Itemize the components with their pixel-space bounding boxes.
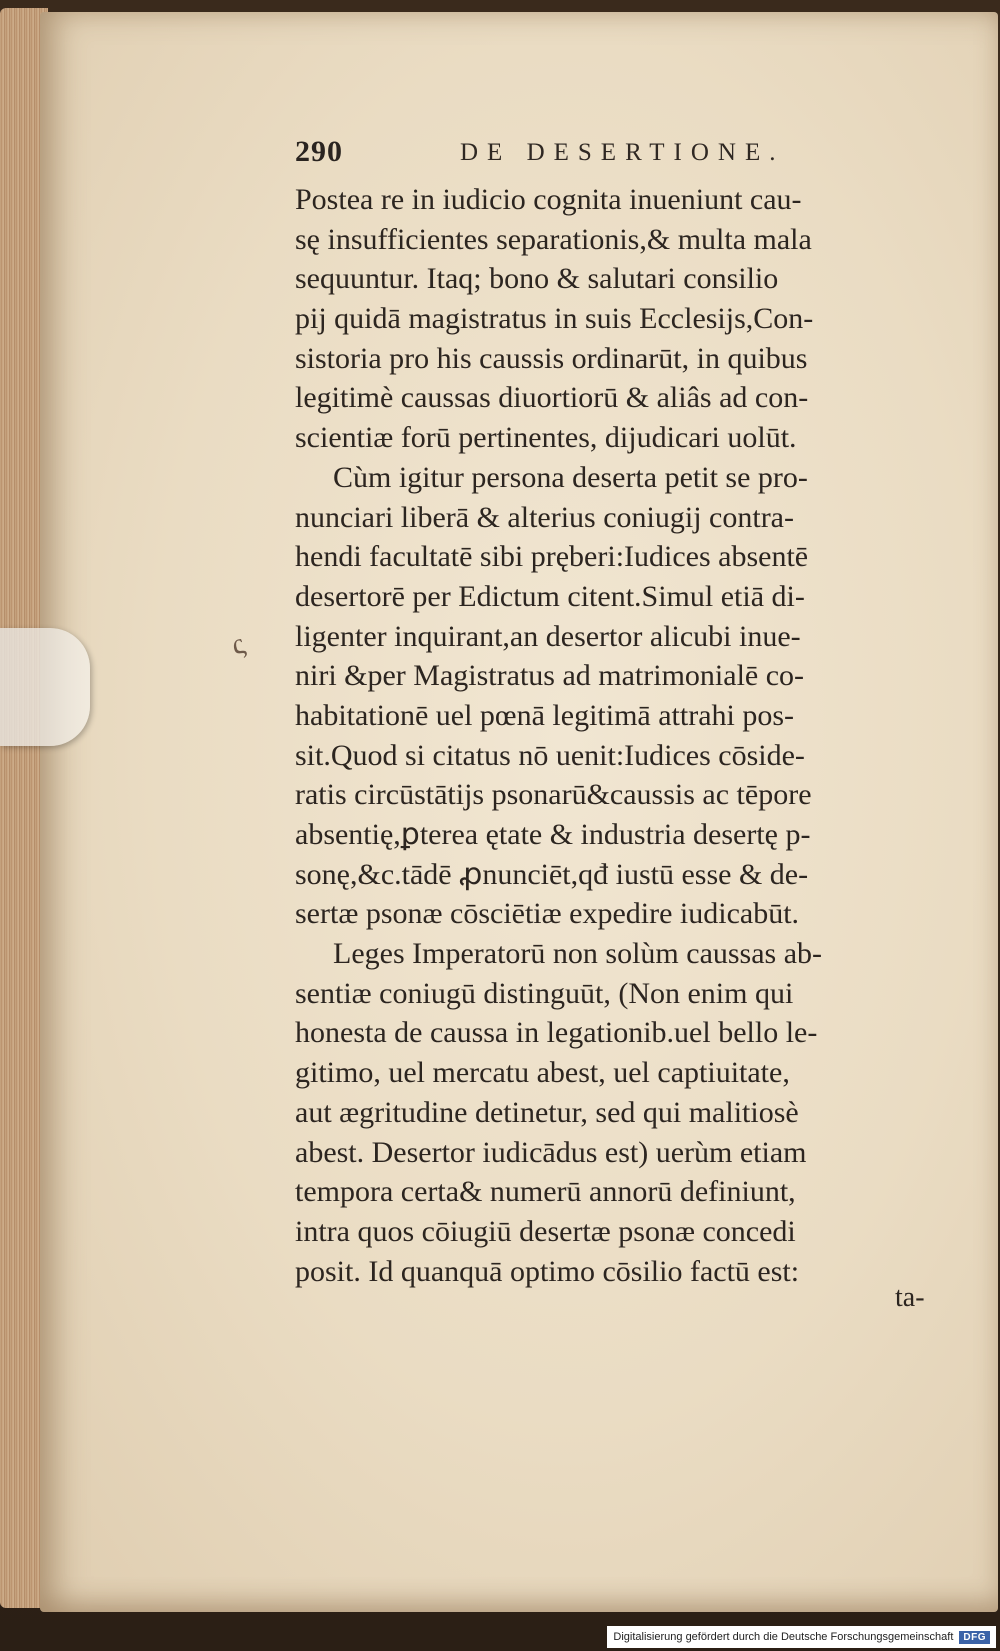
text-line: legitimè caussas diuortiorū & aliâs ad con-: [295, 381, 809, 415]
text-line: tempora certa& numerū annorū definiunt,: [295, 1175, 796, 1209]
text-line: abest. Desertor iudicādus est) uerùm etiam: [295, 1135, 807, 1169]
text-line: Postea re in iudicio cognita inueniunt cau-: [295, 183, 802, 216]
body-text: [295, 180, 950, 1291]
text-line: sę insufficientes separationis,& multa mala: [295, 222, 812, 256]
text-line: sertæ psonæ cōsciētiæ expedire iudicabūt.: [295, 897, 800, 931]
credit-text: Digitalisierung gefördert durch die Deutsche Forschungsgemeinschaft: [613, 1631, 954, 1643]
text-line: habitationē uel pœnā legitimā attrahi pos-: [295, 698, 795, 732]
running-title: DE DESERTIONE.: [460, 139, 785, 166]
text-line: aut ægritudine detinetur, sed qui malitiosè: [295, 1095, 799, 1129]
text-line: nunciari liberā & alterius coniugij contra-: [295, 500, 794, 534]
text-line: sonę,&c.tādē ꝓnunciēt,qđ iustū esse & de-: [295, 857, 809, 891]
text-line: Cùm igitur persona deserta petit se pro-: [333, 460, 808, 494]
text-line: posit. Id quanquā optimo cōsilio factū est:: [295, 1254, 800, 1288]
page-number: 290: [295, 135, 343, 168]
text-line: ratis circūstātijs psonarū&caussis ac tēpore: [295, 778, 812, 812]
text-line: honesta de caussa in legationib.uel bello le-: [295, 1016, 818, 1050]
text-line: sequuntur. Itaq; bono & salutari consilio: [295, 262, 779, 296]
text-line: gitimo, uel mercatu abest, uel captiuitate,: [295, 1056, 790, 1090]
text-line: niri &per Magistratus ad matrimonialē co-: [295, 659, 805, 693]
text-line: ligenter inquirant,an desertor alicubi inue-: [295, 619, 801, 653]
text-line: pij quidā magistratus in suis Ecclesijs,Con-: [295, 302, 814, 336]
text-line: sit.Quod si citatus nō uenit:Iudices cōside-: [295, 738, 805, 772]
text-line: scientiæ forū pertinentes, dijudicari uolūt.: [295, 421, 797, 455]
page-header: [295, 135, 855, 175]
digitization-credit-bar: [607, 1626, 996, 1648]
dfg-logo-icon: DFG: [959, 1631, 990, 1644]
text-line: desertorē per Edictum citent.Simul etiā di-: [295, 579, 805, 613]
text-line: Leges Imperatorū non solùm caussas ab-: [333, 937, 823, 971]
text-line: hendi facultatē sibi pręberi:Iudices absentē: [295, 540, 809, 574]
text-line: absentię,ꝑterea ętate & industria desertę p-: [295, 818, 811, 851]
text-line: intra quos cōiugiū desertæ psonæ concedi: [295, 1214, 796, 1248]
page-tab-marker: [0, 628, 90, 746]
catchword: ta-: [895, 1282, 925, 1313]
text-line: sistoria pro his caussis ordinarūt, in quibus: [295, 341, 808, 375]
text-line: sentiæ coniugū distinguūt, (Non enim qui: [295, 976, 794, 1010]
margin-ink-mark: ς: [226, 626, 250, 663]
